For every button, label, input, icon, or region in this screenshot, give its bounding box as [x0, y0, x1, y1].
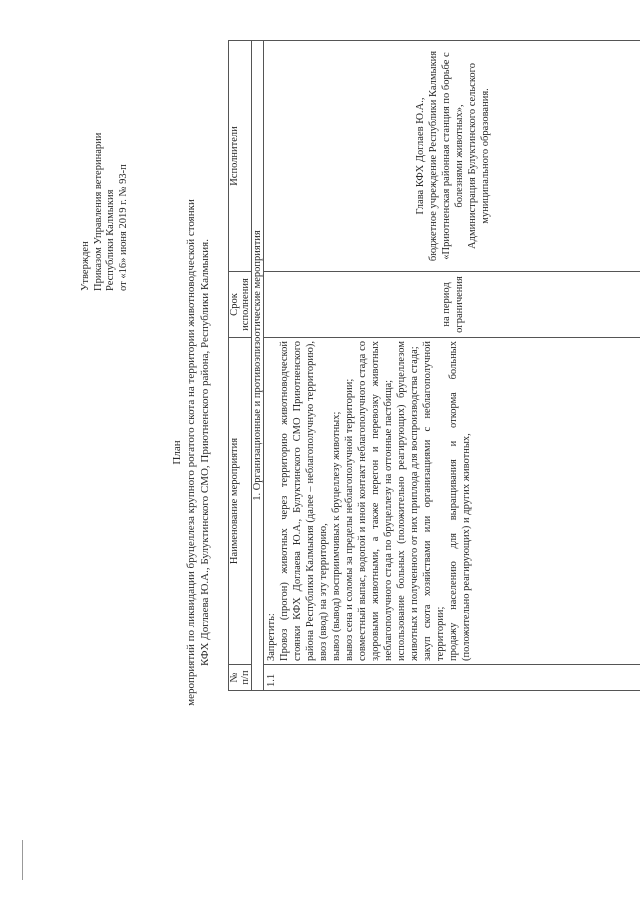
plan-table: [228, 40, 640, 691]
executor-item: Администрация Булуктинского сельского муниципального образования.: [467, 63, 491, 249]
header-executors: Исполнители: [229, 41, 252, 272]
measure-item: Запретить:: [266, 613, 277, 661]
table-row: [264, 41, 640, 691]
header-num: № п/п: [229, 665, 252, 691]
approval-line: Приказом Управления ветеринарии: [92, 132, 104, 291]
measure-item: закуп скота хозяйствами или организациями с неблагополучной территории;: [422, 341, 446, 661]
executor-item: бюджетное учреждение Республики Калмыкия «Приютненская районная станция по борьбе с болезнями животных»,: [428, 50, 465, 262]
measure-item: вывоз (вывод) восприимчивых к бруцеллезу животных;: [331, 411, 342, 661]
document-title: [170, 0, 212, 905]
approval-line: от «16» июня 2019 г. № 93-п: [117, 164, 129, 291]
table-header-row: [229, 41, 252, 691]
header-term: Срок исполнения: [229, 272, 252, 338]
executor-item: Глава КФХ Доглаев Ю.А.,: [415, 97, 426, 215]
approval-line: Утвержден: [80, 241, 91, 291]
measure-item: совместный выпас, водопой и иной контакт неблагополучного стада со здоровыми животными, а также перегон и перевозку животных неблагополучного стада по бруцеллезу на оттонные пастбища;: [357, 341, 394, 661]
measure-item: Провоз (прогон) животных через территорию животноводческой стоянки КФХ Доглаева Ю.А., Булуктинского СМО Приютненского района Республики Калмыкия (далее – неблагополучную территорию), ввоз (ввод) на эту территорию,: [279, 341, 329, 661]
executors-cell: [264, 41, 640, 272]
row-number: 1.1: [264, 665, 640, 691]
measure-item: продажу населению для выращивания и откорма больных (положительно реагирующих) и других животных,: [448, 341, 472, 661]
header-name: Наименование мероприятия: [229, 338, 252, 665]
title-line: План: [171, 440, 183, 465]
measure-item: вывоз сена и соломы за пределы неблагополучной территории;: [344, 378, 355, 661]
title-line: мероприятий по ликвидации бруцеллеза крупного рогатого скота на территории животноводческой стоянки: [185, 199, 197, 706]
measure-item: использование больных (положительно реагирующих) бруцеллезом животных и полученного от них приплода для воспроизводства стада;: [396, 341, 420, 661]
section-title: 1. Организационные и противоэпизоотические мероприятия: [252, 41, 264, 691]
term-cell: на период ограничения: [264, 272, 640, 338]
title-line: КФХ Доглаева Ю.А., Булуктинского СМО, Приютненского района, Республики Калмыкия.: [199, 239, 211, 666]
section-row: [252, 41, 264, 691]
approval-block: [80, 133, 130, 291]
approval-line: Республики Калмыкия: [105, 189, 116, 291]
scan-margin-line: [22, 840, 23, 880]
measures-cell: [264, 338, 640, 665]
